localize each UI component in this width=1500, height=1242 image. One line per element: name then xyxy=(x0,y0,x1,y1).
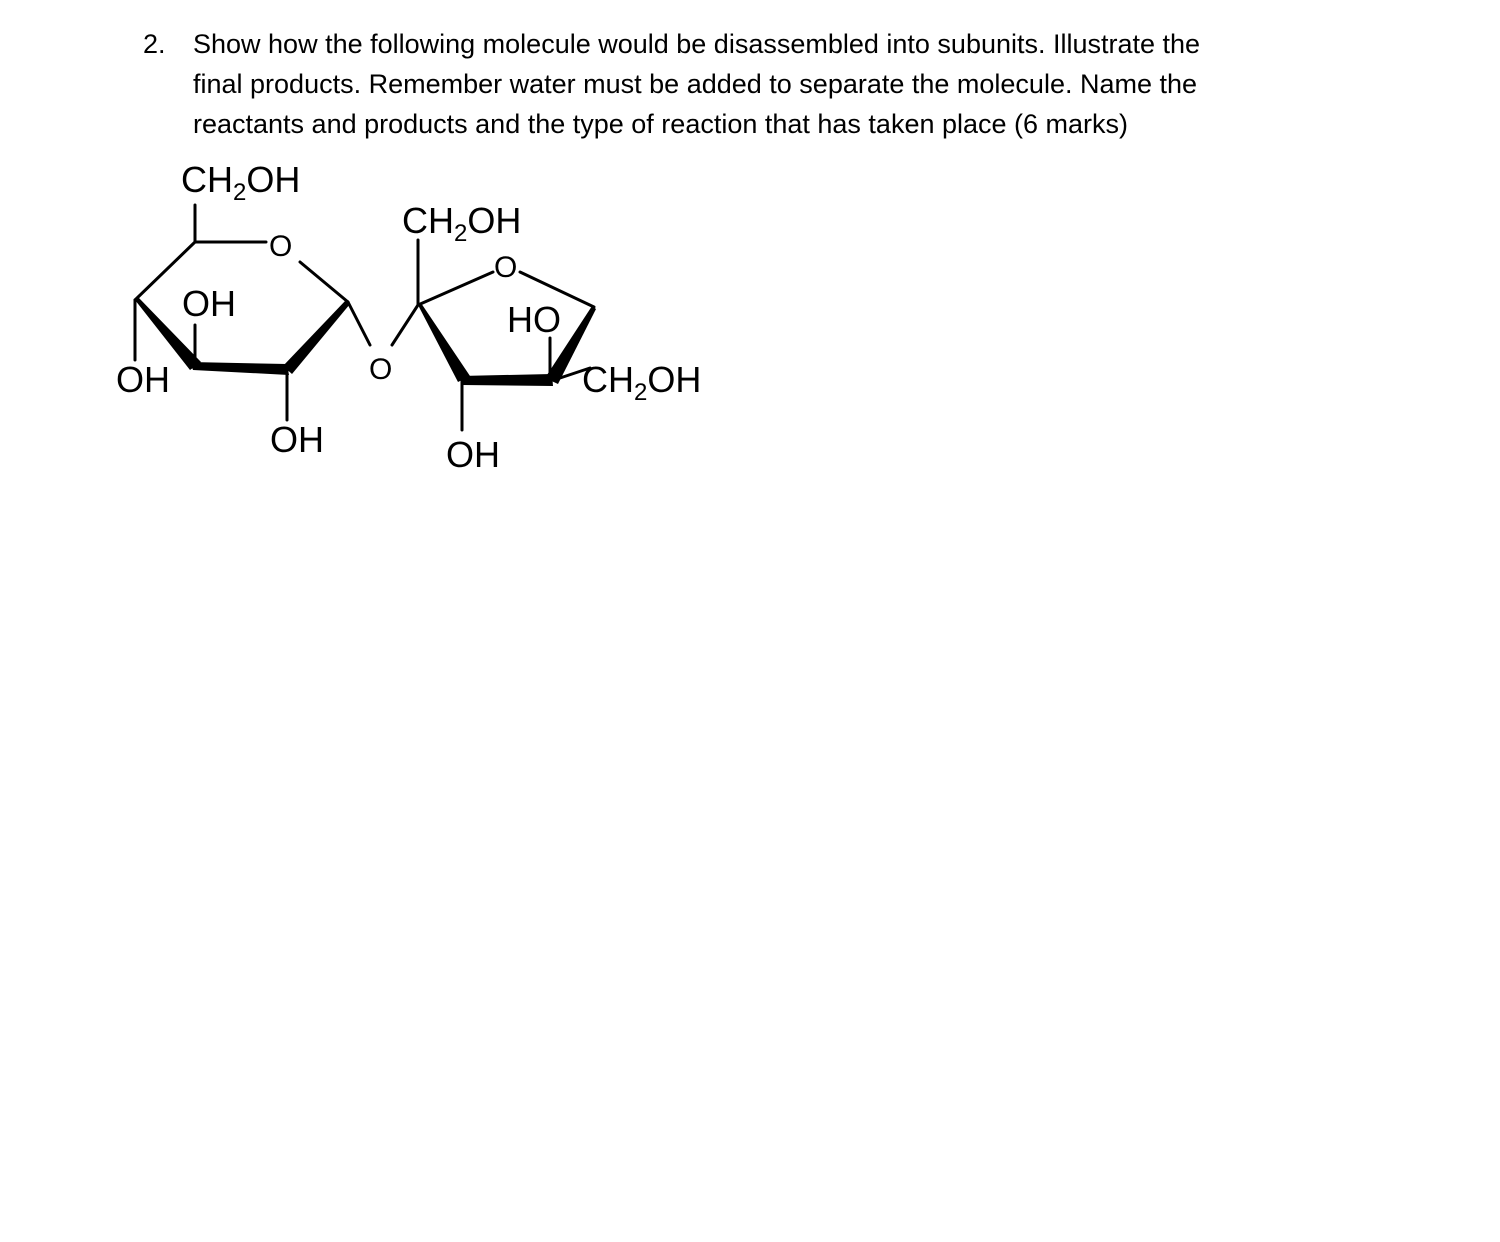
question-line-3: reactants and products and the type of reaction that has taken place (6 marks) xyxy=(193,109,1129,139)
glucose-ring-oxygen: O xyxy=(269,230,293,263)
fructose-glycosidic-c2-bond xyxy=(392,305,418,345)
glucose-oh-upper-label: OH xyxy=(182,283,236,324)
glucose-oh-left-label: OH xyxy=(116,359,170,400)
fructose-wedge-c3-c4 xyxy=(460,374,553,386)
fructose-ho-label: HO xyxy=(507,299,561,340)
fructose-right-ch2oh-label: $CH_2OH$ xyxy=(582,359,702,406)
fructose-ring-oxygen: O xyxy=(494,251,518,284)
question-line-1: Show how the following molecule would be disassembled into subunits. Illustrate the xyxy=(193,29,1201,59)
sucrose-structure-diagram xyxy=(0,0,760,500)
fructose-wedge-c2-c3 xyxy=(418,303,470,382)
question-number: 2. xyxy=(143,29,166,59)
fructose-c2-o-bond xyxy=(418,272,493,305)
glucose-oh-bottom-label: OH xyxy=(270,419,324,460)
question-line-2: final products. Remember water must be added to separate the molecule. Name the xyxy=(193,69,1198,99)
glucose-wedge-c2-c1 xyxy=(283,300,350,374)
glycosidic-oxygen: O xyxy=(369,353,393,386)
fructose-top-ch2oh-label: $CH_2OH$ xyxy=(402,200,522,247)
glucose-wedge-c3-c2 xyxy=(190,362,289,375)
glucose-o-c1-bond xyxy=(300,262,348,302)
glucose-ch2oh-label: $CH_2OH$ xyxy=(181,159,301,206)
fructose-ring xyxy=(392,240,594,430)
glucose-c1-glycosidic-bond xyxy=(348,302,370,345)
fructose-oh-bottom-label: OH xyxy=(446,434,500,475)
